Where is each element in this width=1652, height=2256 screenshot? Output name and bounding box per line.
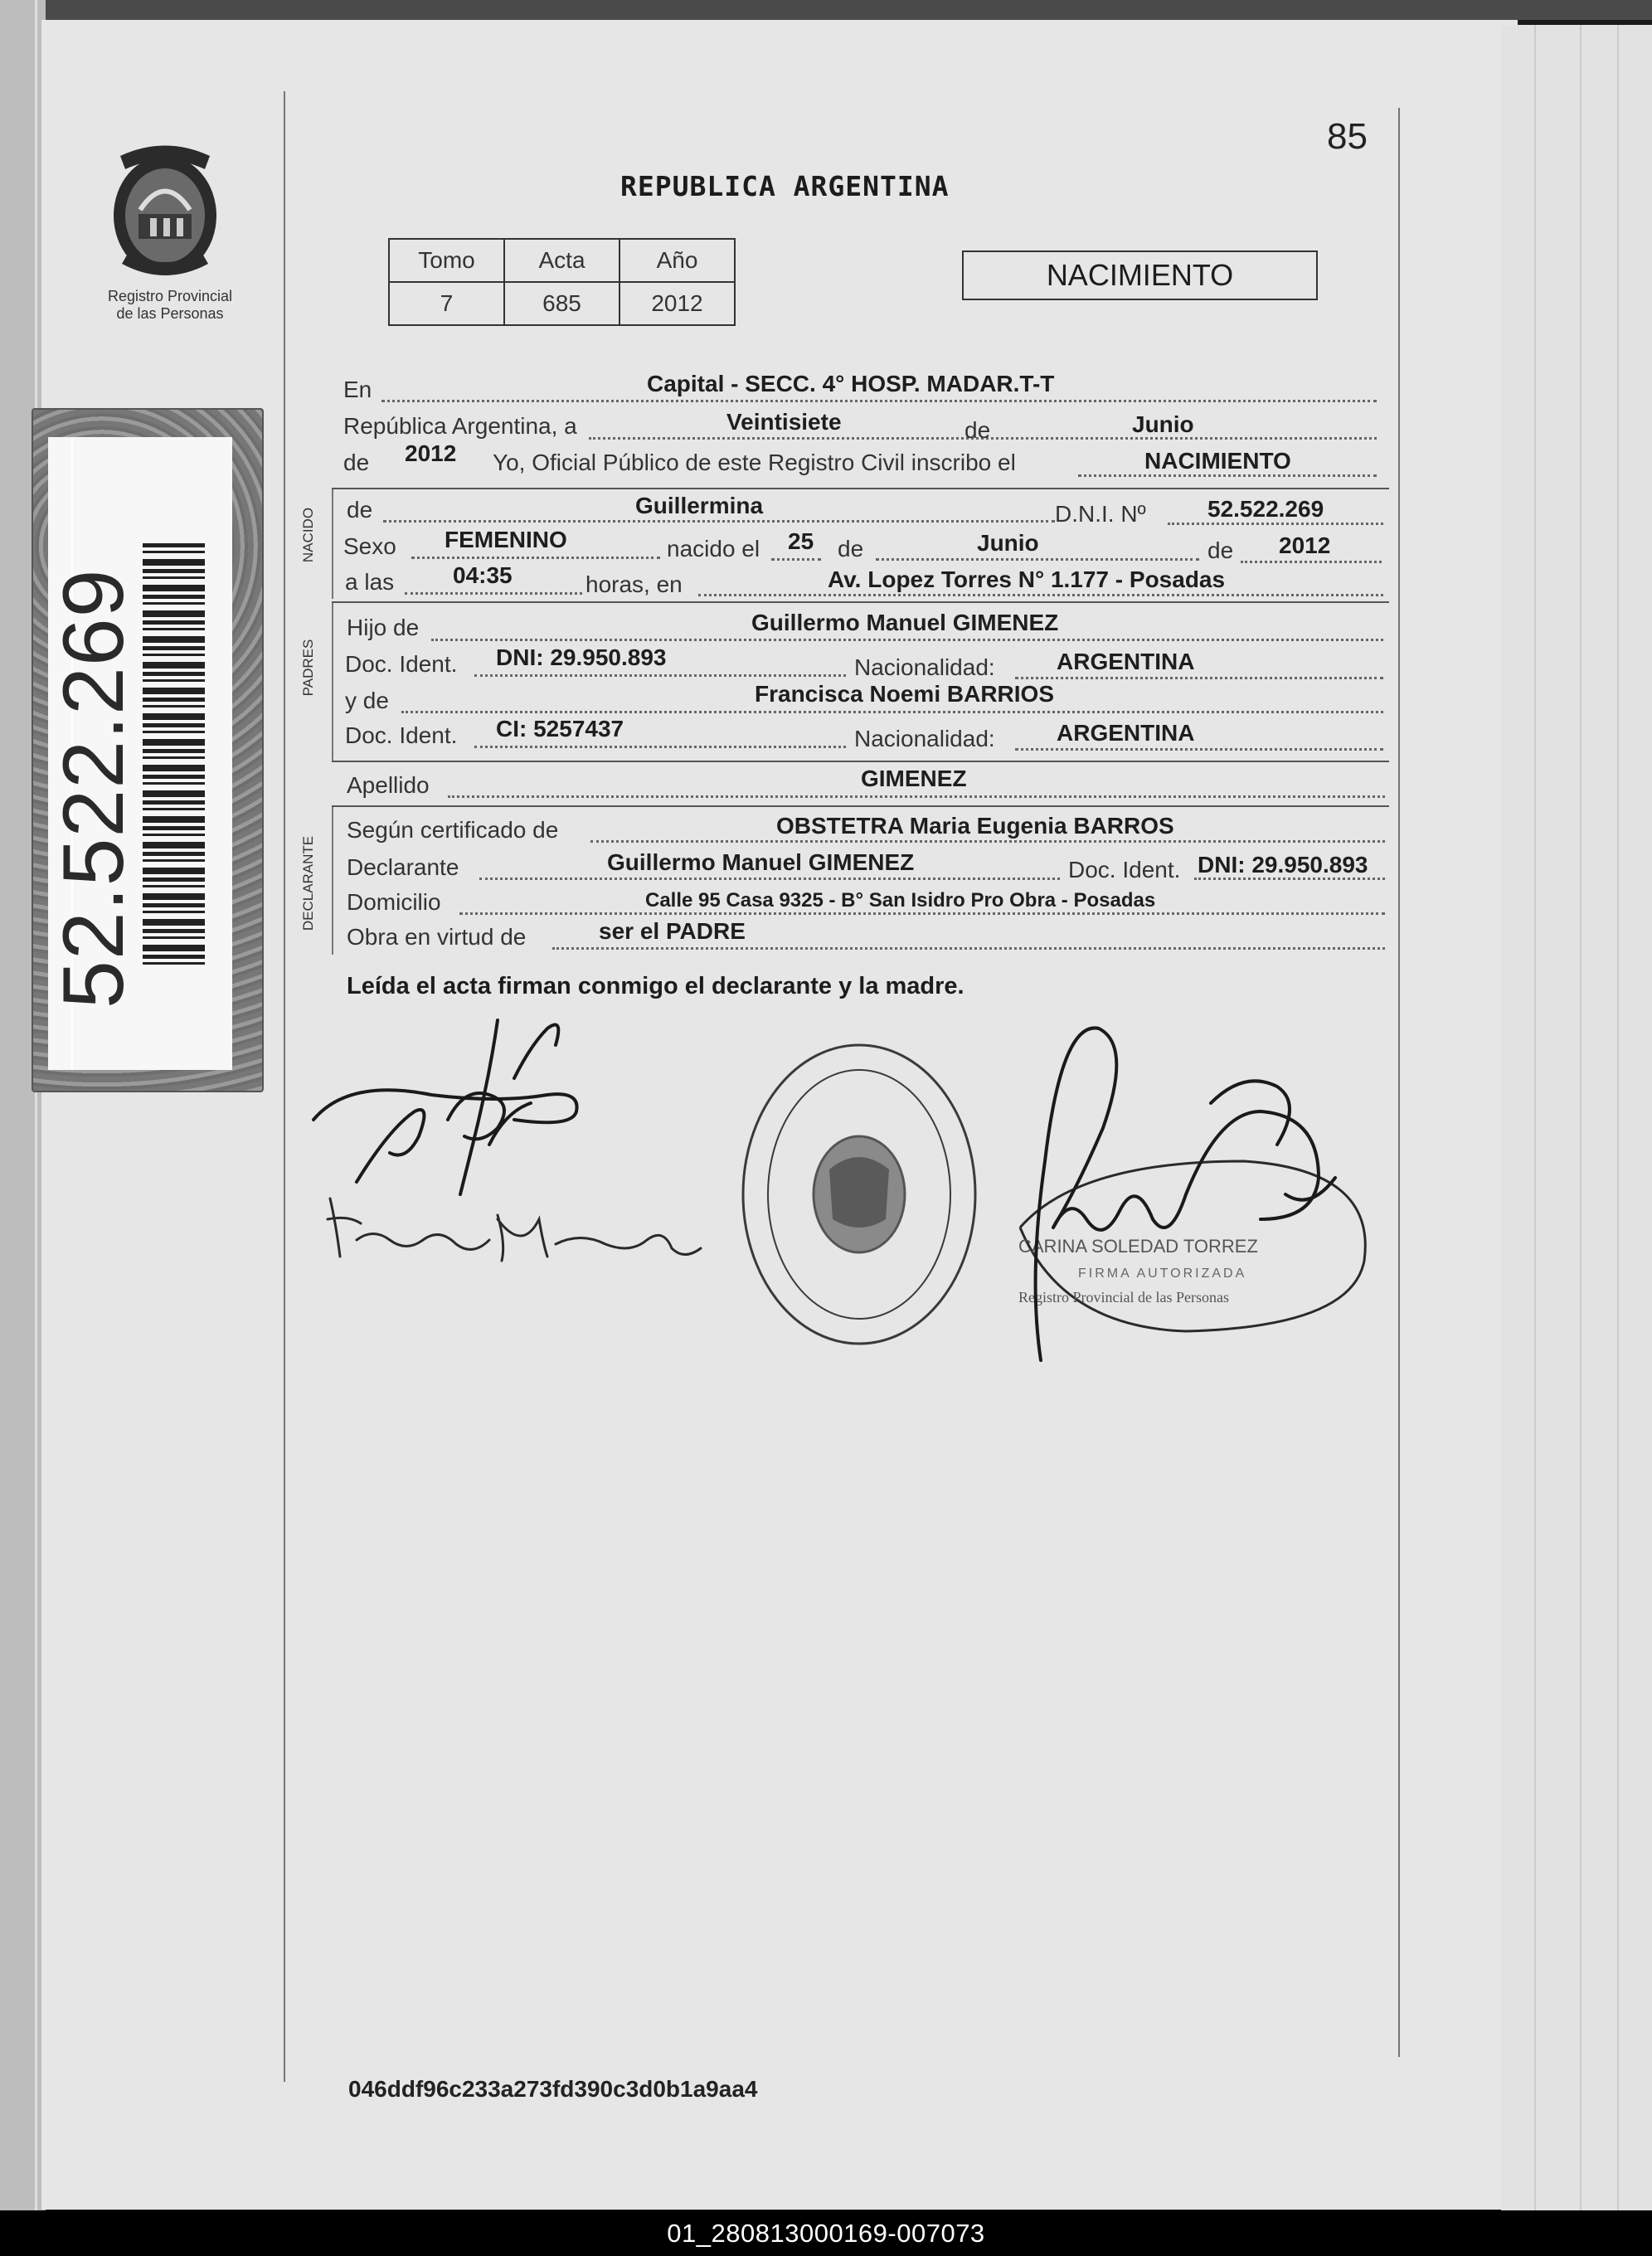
dotted-line bbox=[1194, 878, 1385, 880]
birth-de2-label: de bbox=[1207, 537, 1234, 563]
dotted-line bbox=[411, 557, 660, 559]
dotted-line bbox=[876, 558, 1199, 561]
left-margin-rule bbox=[284, 91, 285, 2082]
date-month: Junio bbox=[1132, 411, 1194, 437]
child-dni: 52.522.269 bbox=[1207, 496, 1324, 522]
date-statement: Yo, Oficial Público de este Registro Civil inscribo el bbox=[493, 450, 1016, 475]
record-table-values bbox=[389, 282, 735, 325]
date-de2-label: de bbox=[343, 450, 370, 475]
dotted-line bbox=[552, 947, 1385, 950]
birth-de-label: de bbox=[838, 536, 864, 562]
official-registry: Registro Provincial de las Personas bbox=[1018, 1289, 1229, 1305]
dotted-line bbox=[771, 558, 821, 561]
place-label: En bbox=[343, 377, 372, 402]
declarant-doc: DNI: 29.950.893 bbox=[1198, 852, 1368, 878]
value-acta: 685 bbox=[504, 282, 620, 325]
record-type-box: NACIMIENTO bbox=[962, 250, 1318, 300]
record-table-header bbox=[389, 239, 735, 282]
value-tomo: 7 bbox=[389, 282, 504, 325]
father-label: Hijo de bbox=[347, 615, 420, 640]
birth-address: Av. Lopez Torres N° 1.177 - Posadas bbox=[828, 566, 1226, 592]
place-value: Capital - SECC. 4° HOSP. MADAR.T-T bbox=[647, 371, 1055, 396]
time-label: a las bbox=[345, 569, 395, 595]
declarant-name: Guillermo Manuel GIMENEZ bbox=[607, 849, 915, 875]
certificate-label: Según certificado de bbox=[347, 817, 559, 843]
section-separator bbox=[332, 601, 1389, 603]
mother-name: Francisca Noemi BARRIOS bbox=[755, 681, 1054, 707]
mother-doc: CI: 5257437 bbox=[496, 716, 624, 741]
father-nationality: ARGENTINA bbox=[1057, 649, 1195, 674]
dotted-line bbox=[401, 711, 1383, 713]
birth-time: 04:35 bbox=[453, 562, 513, 588]
id-band-number: 52.522.269 bbox=[46, 568, 142, 1009]
official-authorization: FIRMA AUTORIZADA bbox=[1078, 1267, 1247, 1281]
child-name: Guillermina bbox=[635, 493, 764, 518]
header-acta: Acta bbox=[504, 239, 620, 282]
dotted-line bbox=[479, 878, 1060, 880]
dotted-line bbox=[474, 746, 846, 748]
dotted-line bbox=[590, 840, 1385, 843]
section-separator bbox=[332, 488, 1389, 489]
barcode bbox=[143, 543, 205, 966]
dotted-line bbox=[381, 400, 1377, 402]
section-label-declarante: DECLARANTE bbox=[300, 835, 316, 931]
dotted-line bbox=[698, 594, 1383, 596]
record-table bbox=[388, 238, 736, 326]
page-edge-line bbox=[1534, 25, 1536, 2215]
father-doc-label: Doc. Ident. bbox=[345, 651, 458, 677]
official-name: CARINA SOLEDAD TORREZ bbox=[1018, 1236, 1258, 1257]
dotted-line bbox=[1015, 677, 1383, 679]
birth-day: 25 bbox=[788, 528, 814, 554]
header-anio: Año bbox=[620, 239, 735, 282]
section-rule bbox=[332, 807, 333, 955]
mother-nationality: ARGENTINA bbox=[1057, 720, 1195, 746]
scan-file-id: 01_280813000169-007073 bbox=[0, 2210, 1652, 2256]
section-separator bbox=[332, 761, 1389, 762]
surname-value: GIMENEZ bbox=[861, 766, 967, 791]
scan-left-edge bbox=[0, 0, 46, 2210]
mother-label: y de bbox=[345, 688, 389, 713]
address-value: Calle 95 Casa 9325 - B° San Isidro Pro Obra - Posadas bbox=[645, 889, 1156, 912]
inscribed-type: NACIMIENTO bbox=[1144, 448, 1291, 474]
page-number: 85 bbox=[1327, 116, 1368, 157]
child-name-label: de bbox=[347, 497, 373, 523]
coat-of-arms-emblem bbox=[104, 139, 226, 289]
date-day: Veintisiete bbox=[726, 409, 842, 435]
hours-label: horas, en bbox=[585, 571, 683, 597]
dotted-line bbox=[1241, 561, 1382, 563]
declarant-label: Declarante bbox=[347, 854, 459, 880]
section-label-padres: PADRES bbox=[300, 639, 316, 697]
father-name: Guillermo Manuel GIMENEZ bbox=[751, 610, 1059, 635]
virtue-value: ser el PADRE bbox=[599, 918, 746, 944]
registry-caption-line1: Registro Provincial bbox=[107, 288, 233, 304]
father-doc: DNI: 29.950.893 bbox=[496, 644, 667, 670]
registry-caption-line2: de las Personas bbox=[116, 305, 224, 322]
page-edge-stack bbox=[1501, 25, 1652, 2215]
surname-label: Apellido bbox=[347, 772, 430, 798]
certificate-value: OBSTETRA Maria Eugenia BARROS bbox=[776, 813, 1174, 839]
declarant-doc-label: Doc. Ident. bbox=[1068, 857, 1181, 882]
dotted-line bbox=[405, 592, 582, 595]
dotted-line bbox=[383, 520, 1055, 523]
dotted-line bbox=[431, 639, 1383, 641]
born-label: nacido el bbox=[667, 536, 760, 562]
virtue-label: Obra en virtud de bbox=[347, 924, 527, 950]
dotted-line bbox=[448, 795, 1385, 798]
address-label: Domicilio bbox=[347, 889, 441, 915]
date-de-label: de bbox=[964, 417, 991, 443]
section-label-nacido: NACIDO bbox=[300, 507, 316, 563]
dotted-line bbox=[1015, 748, 1383, 751]
document-hash: 046ddf96c233a273fd390c3d0b1a9aa4 bbox=[348, 2076, 758, 2102]
date-year: 2012 bbox=[405, 440, 457, 466]
section-rule bbox=[332, 489, 333, 599]
header-tomo: Tomo bbox=[389, 239, 504, 282]
birth-year: 2012 bbox=[1279, 532, 1331, 558]
scan-top-edge bbox=[0, 0, 1652, 20]
value-anio: 2012 bbox=[620, 282, 735, 325]
document-page bbox=[41, 20, 1518, 2210]
dotted-line bbox=[474, 674, 846, 677]
mother-nat-label: Nacionalidad: bbox=[854, 726, 995, 751]
section-rule bbox=[332, 603, 333, 761]
mother-doc-label: Doc. Ident. bbox=[345, 722, 458, 748]
child-sex: FEMENINO bbox=[445, 527, 567, 552]
page-edge-line bbox=[1580, 25, 1582, 2215]
page-edge-line bbox=[1617, 25, 1619, 2215]
section-separator bbox=[332, 805, 1389, 807]
registry-caption bbox=[79, 288, 261, 323]
sex-label: Sexo bbox=[343, 533, 396, 559]
birth-month: Junio bbox=[977, 530, 1039, 556]
father-nat-label: Nacionalidad: bbox=[854, 654, 995, 680]
closing-statement: Leída el acta firman conmigo el declarante y la madre. bbox=[347, 973, 964, 999]
right-margin-rule bbox=[1398, 108, 1400, 2057]
date-prefix-label: República Argentina, a bbox=[343, 413, 577, 439]
document-title: REPUBLICA ARGENTINA bbox=[620, 170, 950, 202]
dni-label: D.N.I. Nº bbox=[1055, 501, 1146, 527]
